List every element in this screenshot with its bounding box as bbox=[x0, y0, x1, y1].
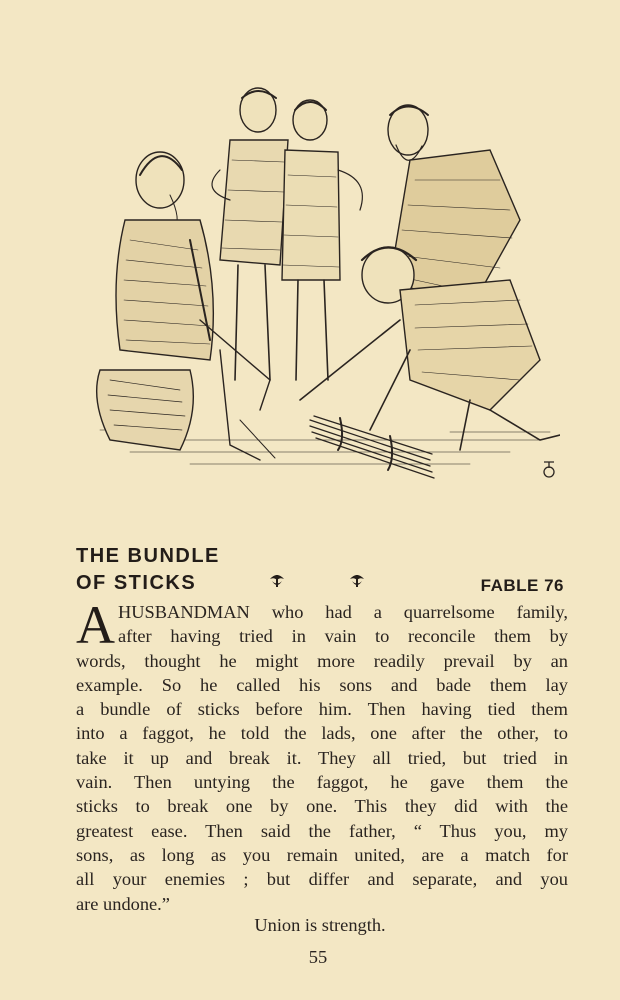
monogram-icon bbox=[538, 458, 560, 480]
page-number: 55 bbox=[308, 947, 328, 967]
fable-title bbox=[76, 543, 564, 597]
fable-illustration bbox=[70, 80, 560, 490]
body-line: sons, as long as you remain united, are a match for bbox=[76, 844, 568, 865]
body-line: all your enemies ; but differ and separate, and you bbox=[76, 869, 568, 890]
body-line: sticks to break one by one. This they did with the bbox=[76, 796, 568, 817]
body-line: into a faggot, he told the lads, one after the other, to bbox=[76, 723, 568, 744]
body-line: words, thought he might more readily prevail by an bbox=[76, 650, 568, 671]
body-line: example. So he called his sons and bade them lay bbox=[76, 674, 568, 695]
fable-number: FABLE 76 bbox=[480, 576, 564, 595]
body-line: greatest ease. Then said the father, “ Thus you, my bbox=[76, 820, 568, 841]
body-line: take it up and break it. They all tried, but tried in bbox=[76, 747, 568, 768]
fable-moral: Union is strength. bbox=[254, 915, 386, 935]
body-line: HUSBANDMAN who had a quarrelsome family, bbox=[118, 602, 568, 622]
engraving-figures bbox=[70, 80, 560, 490]
drop-cap: A bbox=[76, 595, 115, 655]
fleuron-icon bbox=[266, 571, 288, 591]
fleuron-icon bbox=[346, 571, 368, 591]
body-line: a bundle of sticks before him. Then having tied them bbox=[76, 699, 568, 720]
title-line-2-text: OF STICKS bbox=[76, 572, 197, 594]
body-line: are undone.” bbox=[76, 893, 170, 914]
title-line-1: THE BUNDLE bbox=[76, 545, 220, 567]
body-line: after having tried in vain to reconcile them by bbox=[118, 626, 568, 647]
fable-body bbox=[76, 595, 568, 916]
title-line-2 bbox=[76, 570, 564, 597]
body-line: vain. Then untying the faggot, he gave them the bbox=[76, 772, 568, 793]
